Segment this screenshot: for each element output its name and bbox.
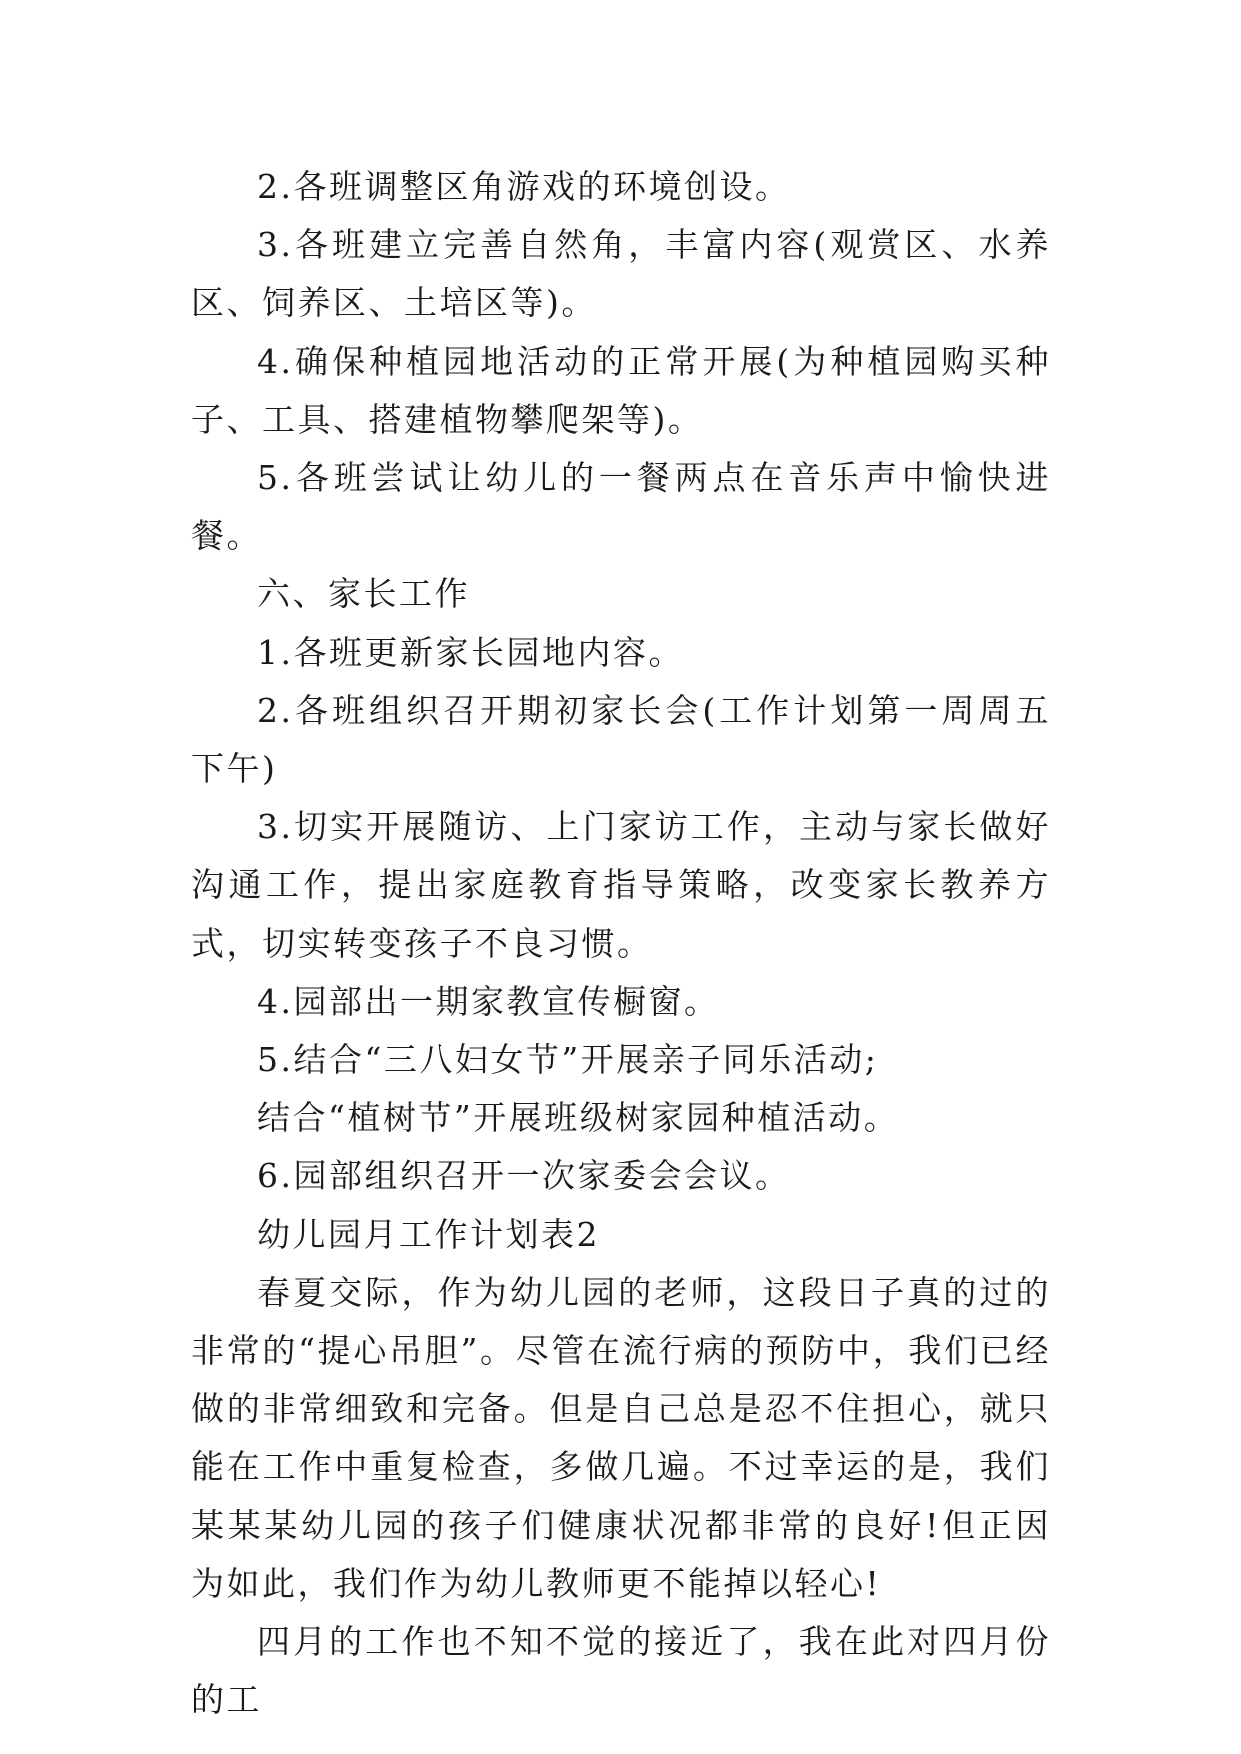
paragraph: 2.各班调整区角游戏的环境创设。 [257, 167, 791, 206]
paragraph: 四月的工作也不知不觉的接近了，我在此对四月份的工 [191, 1622, 1051, 1720]
paragraph: 1.各班更新家长园地内容。 [257, 632, 684, 672]
paragraph: 5.各班尝试让幼儿的一餐两点在音乐声中愉快进餐。 [191, 458, 1051, 556]
paragraph: 春夏交际，作为幼儿园的老师，这段日子真的过的非常的“提心吊胆”。尽管在流行病的预防中，我们已经做的非常细致和完备。但是自己总是忍不住担心，就只能在工作中重复检查，多做几遍。不过幸运的是，我们某某某幼儿园的孩子们健康状况都非常的良好!但正因为如此，我们作为幼儿教师更不能掉以轻心! [191, 1272, 1051, 1603]
paragraph: 4.确保种植园地活动的正常开展(为种植园购买种子、工具、搭建植物攀爬架等)。 [191, 341, 1051, 439]
paragraph: 4.园部出一期家教宣传橱窗。 [257, 981, 720, 1021]
section-heading: 六、家长工作 [257, 574, 470, 614]
paragraph: 6.园部组织召开一次家委会会议。 [257, 1156, 791, 1196]
document-title: 幼儿园月工作计划表2 [257, 1214, 600, 1254]
paragraph: 2.各班组织召开期初家长会(工作计划第一周周五下午) [191, 690, 1051, 789]
paragraph: 结合“植树节”开展班级树家园种植活动。 [257, 1098, 900, 1138]
paragraph: 5.结合“三八妇女节”开展亲子同乐活动; [257, 1040, 879, 1080]
document-body [191, 158, 1051, 1729]
paragraph: 3.各班建立完善自然角，丰富内容(观赏区、水养区、饲养区、土培区等)。 [191, 225, 1051, 323]
paragraph: 3.切实开展随访、上门家访工作，主动与家长做好沟通工作，提出家庭教育指导策略，改变家长教养方式，切实转变孩子不良习惯。 [191, 807, 1051, 963]
